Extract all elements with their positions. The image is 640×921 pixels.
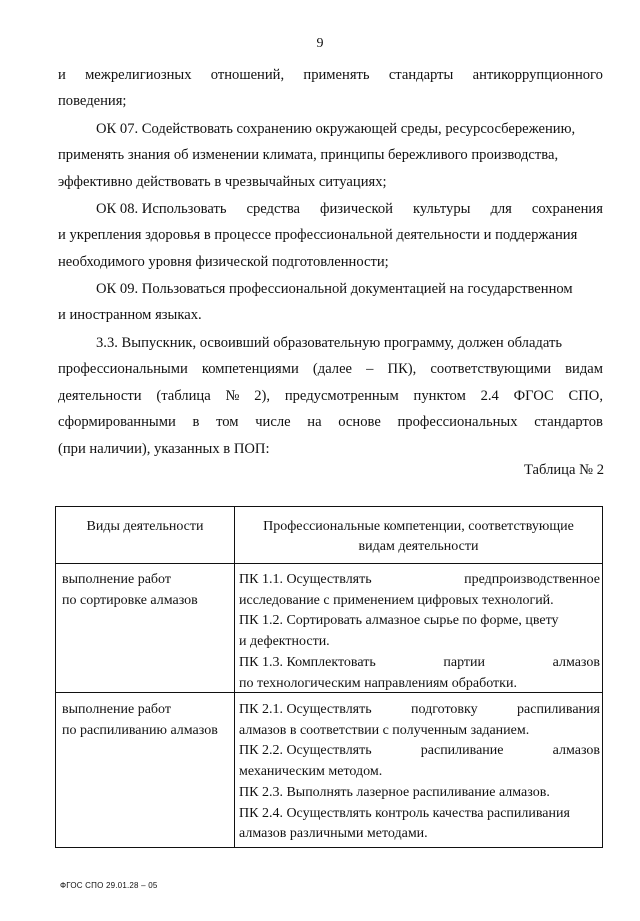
- word: стандартов: [534, 414, 603, 430]
- activity-line: по распиливанию алмазов: [62, 722, 218, 738]
- competency-line: [239, 570, 600, 591]
- body-line: [58, 360, 603, 378]
- footer-code: ФГОС СПО 29.01.28 – 05: [60, 881, 158, 890]
- word: профессиональными: [58, 361, 188, 377]
- body-line: [58, 66, 603, 84]
- activity-line: выполнение работ: [62, 572, 171, 587]
- competency-line: алмазов различными методами.: [239, 826, 428, 842]
- word: компетенциями: [201, 361, 299, 377]
- word: распиливание: [420, 743, 504, 759]
- body-line: [58, 92, 603, 110]
- word: на: [307, 414, 322, 430]
- competency-line: алмазов в соответствии с полученным заданием.: [239, 722, 530, 738]
- word: (таблица: [156, 388, 211, 404]
- word: видам: [565, 361, 603, 377]
- word: культуры: [412, 201, 471, 217]
- word: соответствующими: [430, 361, 552, 377]
- competency-line: по технологическим направлениям обработки.: [239, 675, 517, 691]
- body-line: [58, 173, 603, 191]
- competency-line: [239, 700, 600, 721]
- line-text: 3.3. Выпускник, освоивший образовательную программу, должен обладать: [96, 335, 562, 351]
- body-line: [58, 306, 603, 324]
- activity-line: по сортировке алмазов: [62, 592, 198, 608]
- word: деятельности: [58, 388, 142, 404]
- competency-line: [239, 653, 600, 674]
- competency-line: ПК 1.2. Сортировать алмазное сырье по форме, цвету: [239, 613, 559, 629]
- body-line: [58, 440, 603, 458]
- line-text: необходимого уровня физической подготовленности;: [58, 254, 389, 270]
- word: профессиональных: [397, 414, 518, 430]
- competency-line: ПК 2.3. Выполнять лазерное распиливание алмазов.: [239, 784, 550, 800]
- word: физической: [319, 201, 393, 217]
- table-caption: Таблица № 2: [524, 462, 604, 478]
- body-line: [58, 387, 603, 405]
- body-line: [58, 146, 603, 164]
- word: отношений,: [210, 67, 285, 83]
- word: ФГОС: [513, 388, 554, 404]
- word: алмазов: [552, 654, 600, 670]
- word: для: [490, 201, 512, 217]
- word: ПК 1.1. Осуществлять: [239, 572, 372, 587]
- competency-line: механическим методом.: [239, 764, 383, 780]
- body-line: [58, 413, 603, 431]
- word: ПК 1.3. Комплектовать: [239, 654, 376, 670]
- word: том: [216, 414, 239, 430]
- word: 2.4: [480, 388, 499, 404]
- word: ОК 08. Использовать: [96, 201, 227, 217]
- page-number: 9: [316, 36, 324, 51]
- body-line: [58, 253, 603, 271]
- competency-line: исследование с применением цифровых технологий.: [239, 592, 554, 608]
- body-line: [96, 200, 603, 218]
- word: ПК 2.2. Осуществлять: [239, 743, 372, 759]
- line-text: и иностранном языках.: [58, 307, 202, 323]
- word: (далее: [312, 361, 353, 377]
- line-text: эффективно действовать в чрезвычайных ситуациях;: [58, 174, 387, 190]
- word: и: [58, 67, 66, 83]
- line-text: ОК 07. Содействовать сохранению окружающей среды, ресурсосбережению,: [96, 121, 576, 137]
- word: партии: [443, 654, 485, 670]
- line-text: и укрепления здоровья в процессе профессиональной деятельности и поддержания: [58, 227, 578, 243]
- word: предпроизводственное: [464, 572, 600, 587]
- line-text: поведения;: [58, 93, 127, 109]
- word: №: [225, 388, 240, 404]
- body-line: [96, 280, 603, 298]
- word: предусмотренным: [284, 388, 399, 404]
- word: 2),: [254, 388, 271, 404]
- word: межрелигиозных: [85, 67, 192, 83]
- line-text: (при наличии), указанных в ПОП:: [58, 441, 270, 457]
- word: ПК 2.1. Осуществлять: [239, 702, 372, 717]
- word: числе: [255, 414, 291, 430]
- body-line: [58, 226, 603, 244]
- word: стандарты: [388, 67, 454, 83]
- table-header-competencies: Профессиональные компетенции, соответствующие: [263, 519, 574, 534]
- word: сохранения: [531, 201, 603, 217]
- body-line: [96, 120, 603, 138]
- word: –: [366, 361, 374, 377]
- word: применять: [303, 67, 370, 83]
- word: подготовку: [411, 702, 478, 717]
- line-text: ОК 09. Пользоваться профессиональной документацией на государственном: [96, 281, 573, 297]
- table-header-activity: Виды деятельности: [86, 519, 204, 534]
- body-line: [96, 334, 603, 352]
- word: средства: [246, 201, 300, 217]
- activity-line: выполнение работ: [62, 702, 171, 717]
- competency-line: [239, 741, 600, 762]
- word: в: [192, 414, 200, 430]
- competency-line: и дефектности.: [239, 634, 330, 650]
- table-column-divider: [234, 507, 235, 847]
- table-header-competencies-line2: видам деятельности: [358, 539, 479, 554]
- word: антикоррупционного: [472, 67, 603, 83]
- competencies-table: [55, 506, 603, 848]
- word: основе: [338, 414, 381, 430]
- table-header-divider: [56, 563, 602, 564]
- word: пунктом: [413, 388, 466, 404]
- word: алмазов: [552, 743, 600, 759]
- word: СПО,: [568, 388, 603, 404]
- line-text: применять знания об изменении климата, принципы бережливого производства,: [58, 147, 559, 163]
- word: сформированными: [58, 414, 176, 430]
- competency-line: ПК 2.4. Осуществлять контроль качества распиливания: [239, 805, 570, 821]
- word: распиливания: [517, 702, 600, 717]
- word: ПК),: [387, 361, 417, 377]
